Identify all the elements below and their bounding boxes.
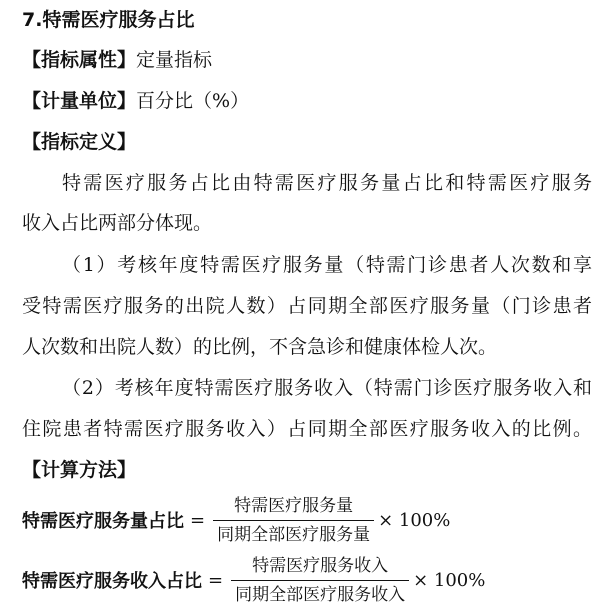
- calculation-method-tag: 【计算方法】: [22, 459, 137, 481]
- fraction: [213, 495, 374, 546]
- definition-line: （1）考核年度特需医疗服务量（特需门诊患者人次数和享: [62, 254, 592, 276]
- formula-lhs: 特需医疗服务收入占比: [22, 571, 202, 592]
- multiplier: × 100%: [378, 509, 451, 531]
- definition-line: 受特需医疗服务的出院人数）占同期全部医疗服务量（门诊患者: [22, 295, 592, 317]
- measurement-unit-tag: 【计量单位】: [22, 90, 137, 112]
- definition-line: 特需医疗服务占比由特需医疗服务量占比和特需医疗服务: [62, 172, 592, 194]
- fraction-numerator: 特需医疗服务收入: [252, 555, 389, 576]
- equals-sign: =: [208, 569, 224, 591]
- fraction-bar: [213, 520, 374, 521]
- calculation-method-row: [22, 458, 136, 482]
- definition-line: 收入占比两部分体现。: [22, 212, 213, 234]
- section-title: 7.特需医疗服务占比: [22, 9, 195, 31]
- equals-sign: =: [190, 509, 206, 531]
- multiplier: × 100%: [413, 569, 486, 591]
- indicator-property-tag: 【指标属性】: [22, 49, 137, 71]
- indicator-property-value: 定量指标: [136, 49, 213, 71]
- revenue-ratio-formula: [22, 550, 485, 610]
- measurement-unit-row: [22, 89, 249, 113]
- fraction-bar: [231, 580, 409, 581]
- definition-line: 人次数和出院人数）的比例，不含急诊和健康体检人次。: [22, 336, 498, 358]
- indicator-property-row: [22, 48, 212, 72]
- measurement-unit-value: 百分比（%）: [136, 90, 250, 112]
- formula-lhs: 特需医疗服务量占比: [22, 511, 184, 532]
- volume-ratio-formula: [22, 490, 450, 550]
- indicator-definition-row: [22, 130, 136, 154]
- definition-line: （2）考核年度特需医疗服务收入（特需门诊医疗服务收入和: [62, 377, 592, 399]
- definition-line: 住院患者特需医疗服务收入）占同期全部医疗服务收入的比例。: [22, 418, 592, 440]
- fraction: [231, 555, 409, 606]
- fraction-denominator: 同期全部医疗服务量: [217, 524, 371, 545]
- fraction-numerator: 特需医疗服务量: [234, 495, 354, 516]
- fraction-denominator: 同期全部医疗服务收入: [235, 584, 406, 605]
- indicator-definition-tag: 【指标定义】: [22, 131, 137, 153]
